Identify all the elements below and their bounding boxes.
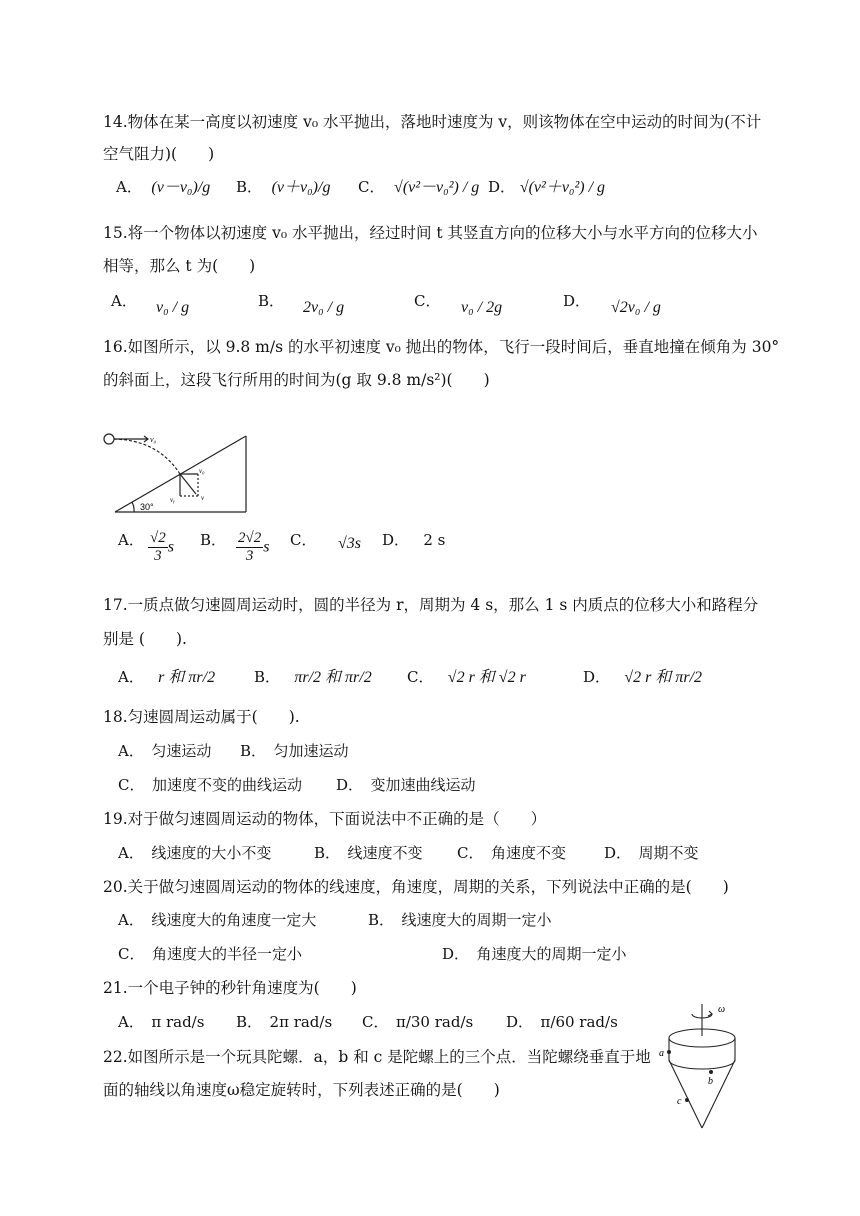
q15-option-a-value: v₀ / g [156,299,190,316]
q17-option-d: D． √2 r 和 πr/2 [583,668,703,686]
q19-option-a: A． 线速度的大小不变 [118,844,272,862]
q20-option-c: C． 角速度大的半径一定小 [118,945,302,963]
q21-option-c: C． π/30 rad/s [362,1013,474,1031]
fig-v-label: v [201,494,205,502]
fig-angle-label: 30° [140,502,154,512]
q16-option-d: D． 2 s [382,531,446,549]
fig-v0-label: v₀ [150,435,157,444]
q18-option-d: D． 变加速曲线运动 [336,776,476,794]
q15-option-d: D． [563,292,591,310]
q16-option-c-label: C． [290,531,317,549]
fig-omega-label: ω [718,1004,726,1015]
q18-option-c: C． 加速度不变的曲线运动 [118,776,302,794]
q19-option-d: D． 周期不变 [604,844,699,862]
q21-stem: 21.一个电子钟的秒针角速度为( ) [103,979,357,997]
q15-option-c: C． [414,292,441,310]
q21-option-a: A． π rad/s [118,1013,205,1031]
q21-option-d: D． π/60 rad/s [506,1013,618,1031]
q21-option-b: B． 2π rad/s [236,1013,333,1031]
q15-stem-line2: 相等，那么 t 为( ) [103,257,256,275]
q19-option-c: C． 角速度不变 [457,844,566,862]
q14-option-c: C． √(v²－v₀²) / g [358,178,480,196]
fig-a-label: a [659,1048,664,1059]
q20-stem: 20.关于做匀速圆周运动的物体的线速度，角速度，周期的关系，下列说法中正确的是( ) [103,878,729,896]
fig-vy-label: vᵧ [170,496,175,504]
q16-option-b-label: B． [200,531,227,549]
q20-option-b: B． 线速度大的周期一定小 [368,911,552,929]
q15-option-a: A． [111,292,137,310]
q16-option-b: $\frac{2√2}{3}$ s [238,530,270,564]
point-c-marker [685,1098,689,1102]
q20-option-a: A． 线速度大的角速度一定大 [118,911,317,929]
q14-option-a: A． (v－v₀)/g [116,178,211,196]
fig-v0b-label: v₀ [199,467,205,475]
q19-option-b: B． 线速度不变 [314,844,423,862]
q17-option-a: A． r 和 πr/2 [118,668,216,686]
q22-stem-line1: 22.如图所示是一个玩具陀螺．a，b 和 c 是陀螺上的三个点．当陀螺绕垂直于地 [103,1048,651,1066]
q18-option-a: A． 匀速运动 [118,742,212,760]
q14-option-b: B． (v＋v₀)/g [236,178,331,196]
q17-stem-line1: 17.一质点做匀速圆周运动时，圆的半径为 r，周期为 4 s，那么 1 s 内质点的位移大小和路程分 [103,596,759,614]
q16-option-a: $\frac{√2}{3}$ s [150,530,174,564]
q17-option-c: C． √2 r 和 √2 r [407,668,526,686]
point-b-marker [709,1070,713,1074]
incline-projectile-figure [100,430,252,516]
q15-stem-line1: 15.将一个物体以初速度 v₀ 水平抛出，经过时间 t 其竖直方向的位移大小与水平方向的位移大小 [103,224,758,242]
q18-stem: 18.匀速圆周运动属于( ). [103,708,300,726]
q18-option-b: B． 匀加速运动 [240,742,349,760]
q17-stem-line2: 别是 ( ). [103,630,187,648]
q20-option-d: D． 角速度大的周期一定小 [442,945,627,963]
q16-option-c: √3s [338,535,362,552]
fig-c-label: c [677,1096,682,1107]
q14-stem-line1: 14.物体在某一高度以初速度 v₀ 水平抛出，落地时速度为 v，则该物体在空中运动的时间为(不计 [103,113,762,131]
q15-option-d-value: √2v₀ / g [611,299,661,316]
q16-stem-line1: 16.如图所示，以 9.8 m/s 的水平初速度 v₀ 抛出的物体，飞行一段时间后，垂直地撞在倾角为 30° [103,338,780,356]
q15-option-b-value: 2v₀ / g [303,299,345,316]
q22-stem-line2: 面的轴线以角速度ω稳定旋转时，下列表述正确的是( ) [103,1081,500,1099]
fig-b-label: b [708,1076,713,1087]
q19-stem: 19.对于做匀速圆周运动的物体，下面说法中不正确的是（ ） [103,810,547,828]
q16-option-a-label: A． [118,531,144,549]
spinning-top-figure [656,1000,748,1132]
q17-option-b: B． πr/2 和 πr/2 [254,668,372,686]
point-a-marker [667,1050,671,1054]
q14-stem-line2: 空气阻力)( ) [103,145,215,163]
q14-option-d: D． √(v²＋v₀²) / g [488,178,606,196]
q15-option-c-value: v₀ / 2g [461,299,503,316]
q15-option-b: B． [258,292,285,310]
q16-stem-line2: 的斜面上，这段飞行所用的时间为(g 取 9.8 m/s²)( ) [103,371,490,389]
